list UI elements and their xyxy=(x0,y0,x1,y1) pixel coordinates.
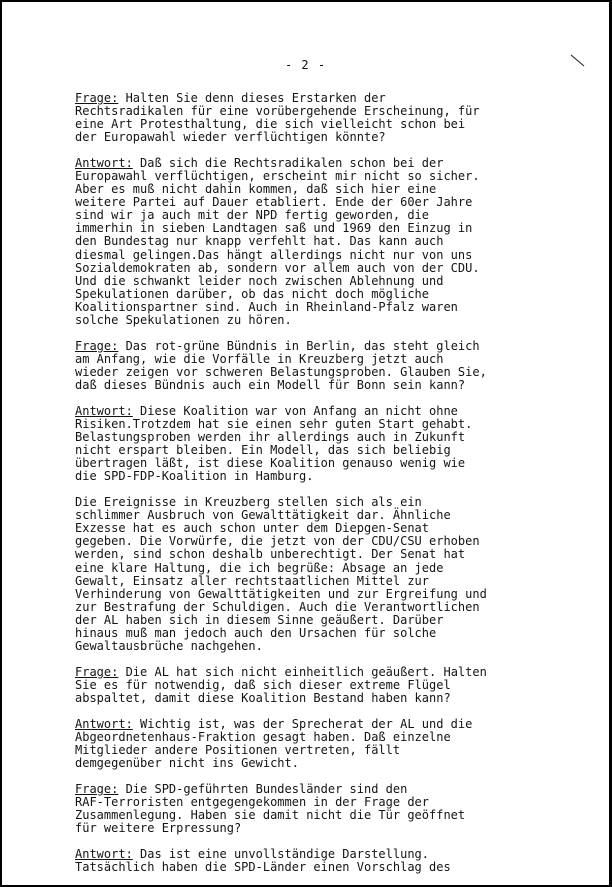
paragraph-text: Halten Sie denn dieses Erstarken der Rechtsradikalen für eine vorübergehende Erscheinung, für eine Art Protesthaltung, die sich vielleicht schon bei der Europawahl wieder verflüchtigen könnte? xyxy=(75,91,480,145)
paragraph-text: Die Ereignisse in Kreuzberg stellen sich als ein schlimmer Ausbruch von Gewalttätigkeit dar. Ähnliche Exzesse hat es auch schon unter dem Diepgen-Senat gegeben. Die Vorwürfe, die jetzt von der CDU/CSU erhoben werden, sind schon deshalb unberechtigt. Der Senat hat eine klare Haltung, die ich begrüße: Absage an jede Gewalt, Einsatz aller rechtstaatlichen Mittel zur Verhinderung von Gewalttätigkeiten und zur Ergreifung und zur Bestrafung der Schuldigen. Auch die Verantwortlichen der AL haben sich in diesem Sinne geäußert. Darüber hinaus muß man jedoch auch den Ursachen für solche Gewaltausbrüche nachgehen. xyxy=(75,495,487,653)
paragraph-answer-2 xyxy=(75,405,595,483)
question-label: Frage: xyxy=(75,782,119,797)
paragraph-text: Diese Koalition war von Anfang an nicht ohne Risiken.Trotzdem hat sie einen sehr guten Start gehabt. Belastungsproben werden ihr allerdings auch in Zukunft nicht erspart bleiben. Ein Modell, das sich beliebig übertragen läßt, ist diese Koalition genauso wenig wie die SPD-FDP-Koalition in Hamburg. xyxy=(75,403,473,484)
paragraph-answer-1 xyxy=(75,157,595,327)
paragraph-text: Das rot-grüne Bündnis in Berlin, das steht gleich am Anfang, wie die Vorfälle in Kreuzberg jetzt auch wieder zeigen vor schweren Belastungsproben. Glauben Sie, daß dieses Bündnis auch ein Modell für Bonn sein kann? xyxy=(75,338,487,392)
corner-scan-mark xyxy=(570,54,586,68)
paragraph-text: Das ist eine unvollständige Darstellung. Tatsächlich haben die SPD-Länder einen Vorschlag des xyxy=(75,847,451,875)
paragraph-answer-3 xyxy=(75,718,595,770)
paragraph-text: Die AL hat sich nicht einheitlich geäußert. Halten Sie es für notwendig, daß sich dieser extreme Flügel abspaltet, damit diese Koalition Bestand haben kann? xyxy=(75,664,487,705)
paragraph-question-2 xyxy=(75,340,595,392)
question-label: Frage: xyxy=(75,91,119,105)
question-label: Frage: xyxy=(75,338,119,353)
paragraph-question-3 xyxy=(75,666,595,705)
paragraph-text: Die SPD-geführten Bundesländer sind den RAF-Terroristen entgegengekommen in der Frage der Zusammenlegung. Haben sie damit nicht die Tür geöffnet für weitere Erpressung? xyxy=(75,782,466,836)
answer-label: Antwort: xyxy=(75,847,133,862)
paragraph-answer-2-continued xyxy=(75,496,595,653)
page-number: - 2 - xyxy=(284,58,327,72)
paragraph-text: Wichtig ist, was der Sprecherat der AL und die Abgeordnetenhaus-Fraktion gesagt haben. Daß einzelne Mitglieder andere Positionen vertreten, fällt demgegenüber nicht ins Gewicht. xyxy=(75,716,473,771)
paragraph-question-4 xyxy=(75,783,595,835)
paragraph-answer-4 xyxy=(75,848,595,874)
paragraph-question-1 xyxy=(75,92,595,144)
answer-label: Antwort: xyxy=(75,716,133,731)
interview-text xyxy=(75,92,595,887)
answer-label: Antwort: xyxy=(75,403,133,418)
answer-label: Antwort: xyxy=(75,156,133,171)
paragraph-text: Daß sich die Rechtsradikalen schon bei der Europawahl verflüchtigen, erscheint mir nicht so sicher. Aber es muß nicht dahin kommen, daß sich hier eine weitere Partei auf Dauer etabliert. Ende der 60er Jahre sind wir ja auch mit der NPD fertig geworden, die immerhin in sieben Landtagen saß und 1969 den Einzug in den Bundestag nur knapp verfehlt hat. Das kann auch diesmal gelingen.Das hängt allerdings nicht nur von uns Sozialdemokraten ab, sondern vor allem auch von der CDU. Und die schwankt leider noch zwischen Ablehnung und Spekulationen darüber, ob das nicht doch mögliche Koalitionspartner sind. Auch in Rheinland-Pfalz waren solche Spekulationen zu hören. xyxy=(75,156,480,327)
question-label: Frage: xyxy=(75,664,119,679)
